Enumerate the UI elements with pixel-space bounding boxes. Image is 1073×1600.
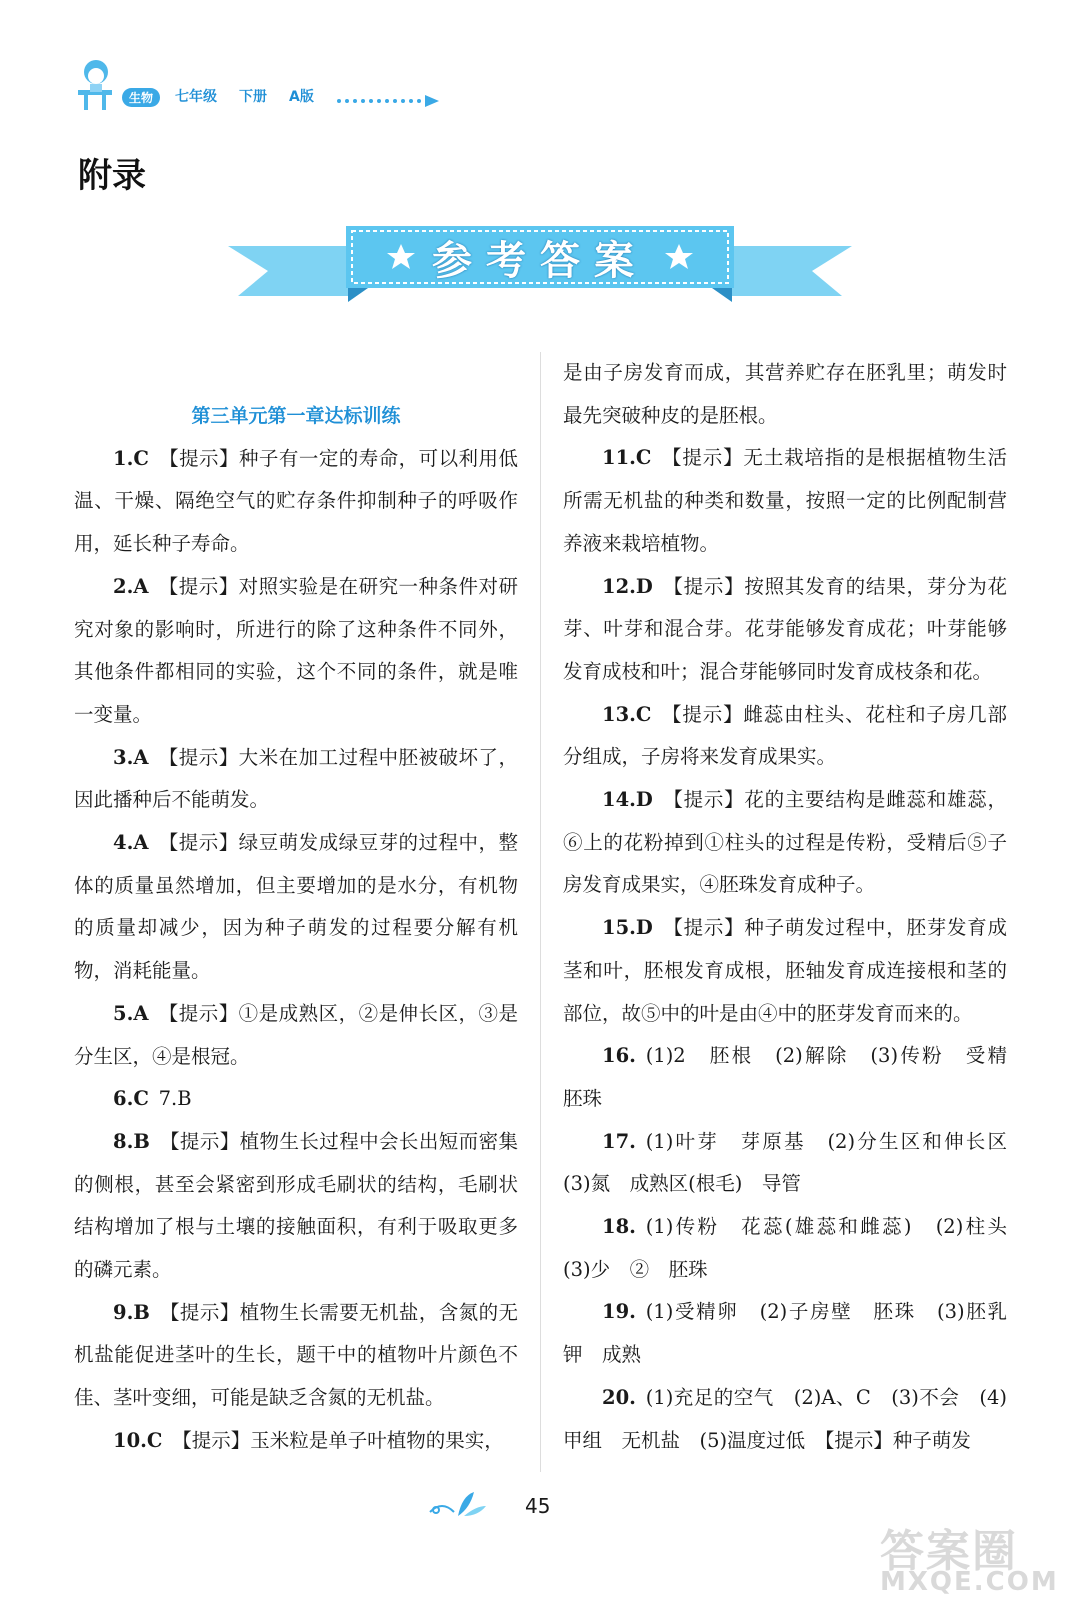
answer-banner xyxy=(228,226,852,306)
answer-text: 【提示】种子有一定的寿命，可以利用低温、干燥、隔绝空气的贮存条件抑制种子的呼吸作用，延长种子寿命。 xyxy=(74,446,518,556)
answer-text: 7.B xyxy=(158,1087,192,1111)
answer-item xyxy=(74,993,518,1078)
answer-number: 6.C xyxy=(113,1087,149,1111)
answer-number: 3.A xyxy=(113,745,149,769)
answer-item xyxy=(74,737,518,822)
answer-number: 16. xyxy=(602,1044,636,1068)
right-column xyxy=(563,352,1027,1462)
answer-text: (1)叶芽 芽原基 (2)分生区和伸长区 (3)氮 成熟区(根毛) 导管 xyxy=(563,1129,1027,1196)
leaf-ornament-icon xyxy=(428,1490,488,1520)
appendix-title: 附录 xyxy=(78,156,146,196)
answer-text: 【提示】大米在加工过程中胚被破坏了，因此播种后不能萌发。 xyxy=(74,745,518,812)
answer-item xyxy=(563,566,1007,694)
answer-item xyxy=(563,1291,1027,1376)
answer-item xyxy=(563,437,1007,565)
answer-number: 17. xyxy=(602,1129,636,1153)
volume-label: 下册 xyxy=(239,89,267,105)
page-number: 45 xyxy=(525,1494,551,1518)
watermark xyxy=(880,1515,1059,1597)
answer-text: 【提示】雌蕊由柱头、花柱和子房几部分组成，子房将来发育成果实。 xyxy=(563,702,1007,769)
banner-title: 参考答案 xyxy=(432,237,648,284)
edition-label: A版 xyxy=(289,89,314,105)
answer-number: 9.B xyxy=(113,1300,150,1324)
answer-item xyxy=(563,1377,1007,1462)
answer-number: 2.A xyxy=(113,574,149,598)
answer-text: (1)受精卵 (2)子房壁 胚珠 (3)胚乳 钾 成熟 xyxy=(563,1300,1027,1367)
column-divider xyxy=(540,352,541,1472)
answer-number: 15.D xyxy=(602,916,653,940)
watermark-sub: MXQE.COM xyxy=(880,1567,1059,1597)
answer-text: (1)2 胚根 (2)解除 (3)传粉 受精 胚珠 xyxy=(563,1044,1027,1110)
answer-text: 【提示】花的主要结构是雌蕊和雄蕊，⑥上的花粉掉到①柱头的过程是传粉，受精后⑤子房发育成果实，④胚珠发育成种子。 xyxy=(563,788,1007,897)
answer-item xyxy=(563,779,1007,907)
answer-item xyxy=(563,1035,1027,1120)
answer-text: 【提示】对照实验是在研究一种条件对研究对象的影响时，所进行的除了这种条件不同外，其他条件都相同的实验，这个不同的条件，就是唯一变量。 xyxy=(74,574,518,726)
answer-text: 【提示】植物生长过程中会长出短而密集的侧根，甚至会紧密到形成毛刷状的结构，毛刷状结构增加了根与土壤的接触面积，有利于吸取更多的磷元素。 xyxy=(74,1129,518,1282)
answer-text: 【提示】玉米粒是单子叶植物的果实， xyxy=(172,1428,504,1452)
page-header xyxy=(70,58,490,118)
answer-item xyxy=(74,566,518,737)
answer-number: 19. xyxy=(602,1300,636,1324)
answer-number: 10.C xyxy=(113,1428,163,1452)
answer-item xyxy=(563,1121,1027,1206)
answer-number: 1.C xyxy=(113,446,149,470)
answer-item xyxy=(563,907,1007,1035)
answer-text: 【提示】绿豆萌发成绿豆芽的过程中，整体的质量虽然增加，但主要增加的是水分，有机物的质量却减少，因为种子萌发的过程要分解有机物，消耗能量。 xyxy=(74,831,518,983)
answer-item xyxy=(563,1206,1027,1291)
answer-item xyxy=(74,1121,518,1292)
answer-number: 13.C xyxy=(602,702,652,726)
answer-item xyxy=(563,694,1007,779)
left-column xyxy=(74,395,518,1463)
watermark-main: 答案圈 xyxy=(880,1526,1018,1577)
answer-number: 4.A xyxy=(113,831,149,855)
answer-item xyxy=(74,1420,518,1463)
answer-number: 20. xyxy=(602,1385,636,1409)
section-title: 第三单元第一章达标训练 xyxy=(191,405,401,427)
answer-text: 【提示】种子萌发过程中，胚芽发育成茎和叶，胚根发育成根，胚轴发育成连接根和茎的部位，故⑤中的叶是由④中的胚芽发育而来的。 xyxy=(563,916,1007,1025)
left-answer-list xyxy=(74,438,518,1463)
answer-text: 【提示】植物生长需要无机盐，含氮的无机盐能促进茎叶的生长，题干中的植物叶片颜色不佳、茎叶变细，可能是缺乏含氮的无机盐。 xyxy=(74,1300,518,1410)
answer-item xyxy=(74,438,518,566)
header-info xyxy=(175,86,336,106)
answer-text: 【提示】按照其发育的结果，芽分为花芽、叶芽和混合芽。花芽能够发育成花；叶芽能够发育成枝和叶；混合芽能够同时发育成枝条和花。 xyxy=(563,574,1007,683)
grade-label: 七年级 xyxy=(175,89,217,105)
answer-text: 【提示】无土栽培指的是根据植物生活所需无机盐的种类和数量，按照一定的比例配制营养液来栽培植物。 xyxy=(563,446,1007,555)
answer-number: 5.A xyxy=(113,1001,149,1025)
continuation-text: 是由子房发育而成，其营养贮存在胚乳里；萌发时最先突破种皮的是胚根。 xyxy=(563,361,1007,427)
answer-text: 【提示】①是成熟区，②是伸长区，③是分生区，④是根冠。 xyxy=(74,1001,518,1068)
answer-text: (1)传粉 花蕊(雄蕊和雌蕊) (2)柱头 (3)少 ② 胚珠 xyxy=(563,1215,1027,1281)
right-answer-list xyxy=(563,437,1027,1462)
student-mascot-icon xyxy=(70,58,120,114)
answer-number: 12.D xyxy=(602,574,653,598)
dotted-arrow-icon xyxy=(335,94,445,108)
subject-badge: 生物 xyxy=(122,88,160,107)
answer-number: 14.D xyxy=(602,788,653,812)
answer-number: 18. xyxy=(602,1215,636,1239)
answer-number: 11.C xyxy=(602,446,652,470)
answer-number: 8.B xyxy=(113,1129,150,1153)
answer-item xyxy=(74,1292,518,1420)
answer-item xyxy=(74,822,518,993)
answer-item xyxy=(74,1078,518,1121)
answer-text: (1)充足的空气 (2)A、C (3)不会 (4)甲组 无机盐 (5)温度过低 【提示】种子萌发 xyxy=(563,1385,1007,1452)
